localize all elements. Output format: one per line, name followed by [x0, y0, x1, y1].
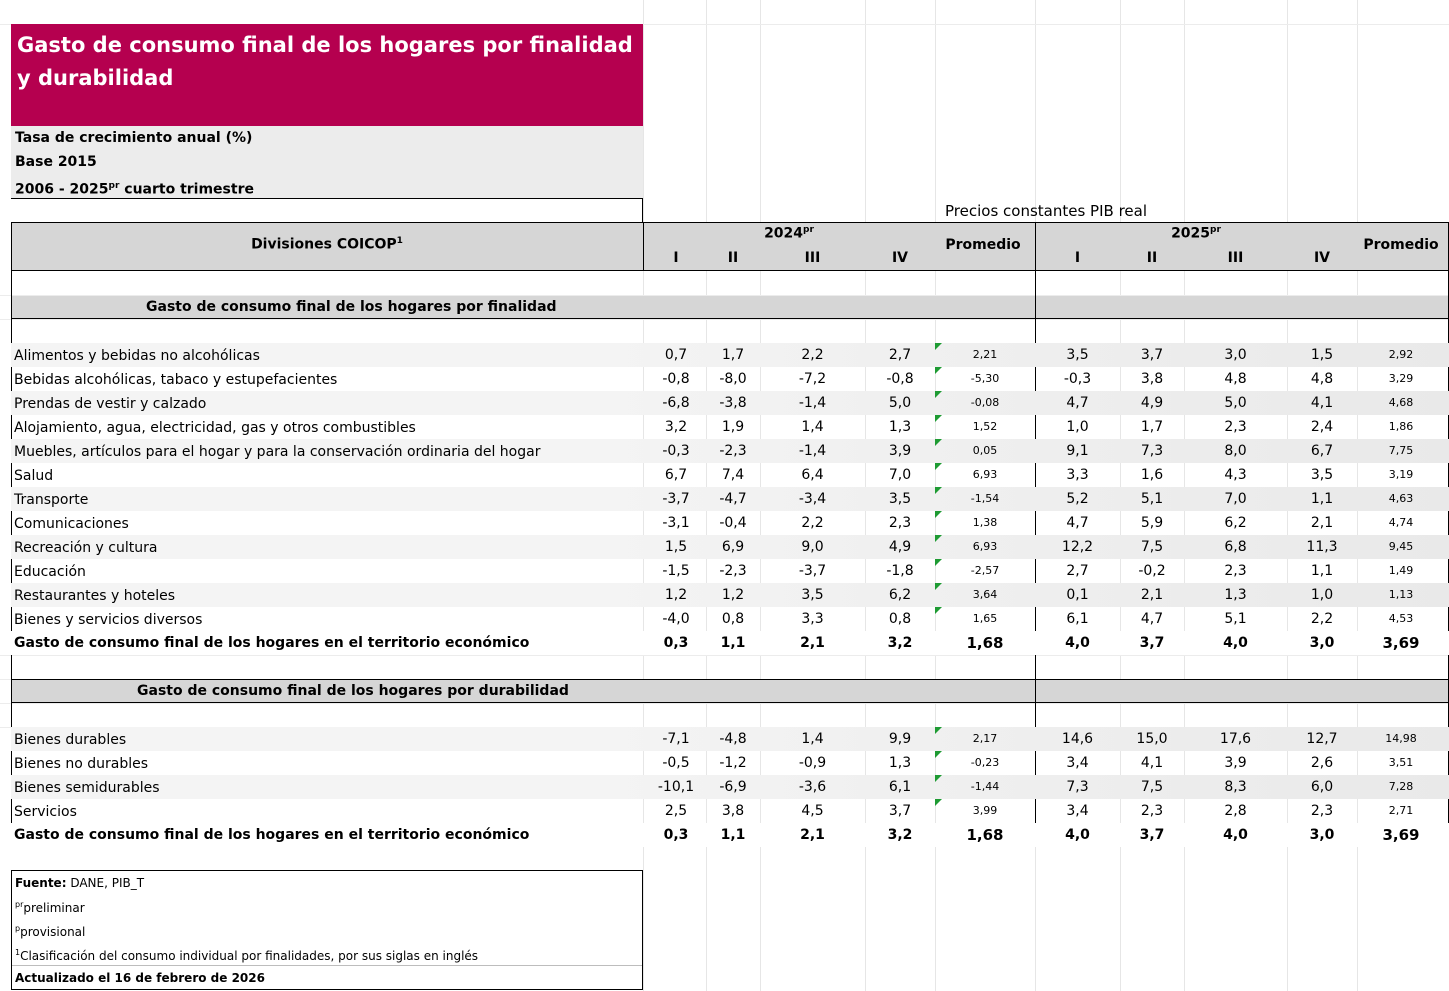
value-cell: -0,8 — [662, 371, 690, 387]
value-cell: 0,3 — [663, 827, 689, 843]
error-indicator-icon — [935, 559, 942, 566]
promedio-cell: 1,68 — [966, 634, 1004, 652]
promedio-cell: 2,92 — [1388, 348, 1414, 361]
row-label: Educación — [14, 564, 86, 580]
subtitle-period — [11, 174, 643, 198]
subtitle-base: Base 2015 — [11, 150, 643, 174]
value-cell: 7,0 — [1224, 491, 1247, 507]
section-bar-finalidad-right — [1036, 296, 1448, 318]
value-cell: -1,5 — [662, 563, 690, 579]
value-cell: 6,9 — [721, 539, 745, 555]
table-caption: Precios constantes PIB real — [945, 202, 1147, 220]
table-row — [11, 583, 1449, 607]
value-cell: 4,8 — [1224, 371, 1247, 387]
value-cell: 9,0 — [801, 539, 824, 555]
value-cell: 4,0 — [1223, 827, 1248, 843]
value-cell: 2,5 — [664, 803, 688, 819]
value-cell: 3,5 — [801, 587, 824, 603]
value-cell: 4,9 — [1140, 395, 1164, 411]
value-cell: 4,9 — [888, 539, 912, 555]
source-label: Fuente: — [15, 876, 67, 890]
value-cell: 6,7 — [1310, 443, 1334, 459]
value-cell: 3,7 — [888, 803, 912, 819]
value-cell: 5,1 — [1140, 491, 1164, 507]
promedio-cell: 4,68 — [1388, 396, 1414, 409]
footnote-preliminar — [15, 900, 85, 915]
header-q4-2024: IV — [891, 250, 909, 266]
page-title: Gasto de consumo final de los hogares por finalidad y durabilidad — [11, 24, 643, 126]
value-cell: 1,7 — [1140, 419, 1164, 435]
value-cell: 3,2 — [664, 419, 688, 435]
value-cell: -1,8 — [886, 563, 914, 579]
footnote-updated: Actualizado el 16 de febrero de 2026 — [15, 971, 265, 985]
value-cell: 1,9 — [721, 419, 745, 435]
header-promedio-2025: Promedio — [1363, 237, 1439, 253]
value-cell: 6,8 — [1224, 539, 1247, 555]
footnote-source — [15, 876, 144, 890]
promedio-cell: 4,53 — [1388, 612, 1414, 625]
value-cell: -7,1 — [662, 731, 690, 747]
value-cell: 3,9 — [1224, 755, 1247, 771]
promedio-cell: 1,13 — [1388, 588, 1414, 601]
value-cell: 0,8 — [888, 611, 912, 627]
row-label: Bebidas alcohólicas, tabaco y estupefacientes — [14, 372, 338, 388]
value-cell: -3,6 — [798, 779, 827, 795]
value-cell: -6,9 — [719, 779, 747, 795]
value-cell: 4,7 — [1066, 395, 1089, 411]
value-cell: -1,4 — [798, 395, 827, 411]
value-cell: 2,8 — [1224, 803, 1247, 819]
row-label: Bienes semidurables — [14, 780, 160, 796]
header-promedio-2024: Promedio — [945, 237, 1021, 253]
promedio-cell: -1,54 — [970, 492, 1000, 505]
error-indicator-icon — [935, 511, 942, 518]
value-cell: 2,6 — [1310, 755, 1334, 771]
value-cell: 1,7 — [721, 347, 745, 363]
promedio-cell: 1,52 — [972, 420, 998, 433]
row-label: Alimentos y bebidas no alcohólicas — [14, 348, 260, 364]
error-indicator-icon — [935, 463, 942, 470]
value-cell: -10,1 — [657, 779, 695, 795]
value-cell: -6,8 — [662, 395, 690, 411]
promedio-cell: 1,68 — [966, 826, 1004, 844]
value-cell: 6,1 — [1066, 611, 1089, 627]
value-cell: 4,1 — [1140, 755, 1164, 771]
footnote-provisional — [15, 924, 85, 939]
section-label-durabilidad: Gasto de consumo final de los hogares por durabilidad — [137, 683, 569, 699]
source-value: DANE, PIB_T — [66, 876, 145, 890]
value-cell: 6,2 — [888, 587, 912, 603]
value-cell: 2,3 — [888, 515, 912, 531]
value-cell: 1,0 — [1310, 587, 1334, 603]
value-cell: -7,2 — [798, 371, 827, 387]
value-cell: -4,7 — [719, 491, 747, 507]
value-cell: 0,8 — [721, 611, 745, 627]
preliminar-text: preliminar — [23, 901, 85, 915]
value-cell: 2,7 — [1066, 563, 1089, 579]
footnote-separator — [12, 965, 642, 966]
value-cell: 1,3 — [888, 755, 912, 771]
value-cell: 3,0 — [1309, 635, 1335, 651]
value-cell: 3,5 — [1310, 467, 1334, 483]
promedio-cell: 1,49 — [1388, 564, 1414, 577]
value-cell: 6,7 — [664, 467, 688, 483]
divisiones-text: Divisiones COICOP — [251, 236, 397, 253]
value-cell: -2,3 — [719, 443, 747, 459]
value-cell: 4,1 — [1310, 395, 1334, 411]
header-q2-2024: II — [727, 250, 739, 266]
year1-text: 2024 — [764, 225, 804, 242]
promedio-cell: 3,69 — [1382, 826, 1420, 844]
value-cell: 11,3 — [1306, 539, 1338, 555]
value-cell: 6,1 — [888, 779, 912, 795]
value-cell: -3,4 — [798, 491, 827, 507]
value-cell: 2,2 — [801, 515, 824, 531]
value-cell: 3,2 — [887, 827, 913, 843]
value-cell: 7,4 — [721, 467, 745, 483]
value-cell: 7,0 — [888, 467, 912, 483]
table-row — [11, 799, 1449, 823]
value-cell: 8,0 — [1224, 443, 1247, 459]
value-cell: 2,2 — [801, 347, 824, 363]
value-cell: 4,0 — [1065, 827, 1090, 843]
promedio-cell: 1,65 — [972, 612, 998, 625]
table-row — [11, 367, 1449, 391]
promedio-cell: 4,74 — [1388, 516, 1414, 529]
value-cell: 3,5 — [1066, 347, 1089, 363]
promedio-cell: 2,21 — [972, 348, 998, 361]
error-indicator-icon — [935, 607, 942, 614]
promedio-cell: -0,08 — [970, 396, 1000, 409]
error-indicator-icon — [935, 487, 942, 494]
value-cell: 3,2 — [887, 635, 913, 651]
total-row — [11, 823, 1449, 847]
promedio-cell: 6,93 — [972, 540, 998, 553]
value-cell: -0,5 — [662, 755, 690, 771]
error-indicator-icon — [935, 535, 942, 542]
value-cell: 5,2 — [1066, 491, 1089, 507]
value-cell: 3,0 — [1224, 347, 1247, 363]
value-cell: 5,1 — [1224, 611, 1247, 627]
row-label: Recreación y cultura — [14, 540, 158, 556]
period-text: 2006 - 2025 — [15, 181, 109, 198]
promedio-cell: 3,29 — [1388, 372, 1414, 385]
value-cell: -1,2 — [719, 755, 747, 771]
value-cell: 3,0 — [1309, 827, 1335, 843]
promedio-cell: 1,38 — [972, 516, 998, 529]
value-cell: 5,0 — [1224, 395, 1247, 411]
error-indicator-icon — [935, 751, 942, 758]
value-cell: 1,2 — [664, 587, 688, 603]
promedio-cell: 0,05 — [972, 444, 998, 457]
value-cell: -4,0 — [662, 611, 690, 627]
row-label: Servicios — [14, 804, 77, 820]
year1-sup: pr — [803, 225, 814, 235]
value-cell: 1,1 — [1310, 491, 1334, 507]
header-year-2025 — [1035, 225, 1357, 242]
period-rest: cuarto trimestre — [119, 181, 254, 198]
table-row — [11, 391, 1449, 415]
header-divisiones — [11, 236, 643, 253]
value-cell: 2,1 — [800, 827, 825, 843]
divisiones-sup: 1 — [396, 236, 403, 246]
value-cell: -2,3 — [719, 563, 747, 579]
promedio-cell: 14,98 — [1385, 732, 1417, 745]
value-cell: -3,7 — [798, 563, 827, 579]
row-label: Alojamiento, agua, electricidad, gas y otros combustibles — [14, 420, 416, 436]
error-indicator-icon — [935, 775, 942, 782]
value-cell: 7,5 — [1140, 779, 1164, 795]
error-indicator-icon — [935, 727, 942, 734]
error-indicator-icon — [935, 439, 942, 446]
value-cell: 6,2 — [1224, 515, 1247, 531]
value-cell: -0,4 — [719, 515, 747, 531]
section1-border — [11, 318, 1449, 319]
header-border-bottom — [11, 270, 1449, 271]
year2-text: 2025 — [1171, 225, 1211, 242]
value-cell: 3,7 — [1139, 827, 1165, 843]
promedio-cell: 3,51 — [1388, 756, 1414, 769]
value-cell: 2,7 — [888, 347, 912, 363]
value-cell: -3,8 — [719, 395, 747, 411]
error-indicator-icon — [935, 391, 942, 398]
promedio-cell: 3,69 — [1382, 634, 1420, 652]
value-cell: 1,0 — [1066, 419, 1089, 435]
row-label: Muebles, artículos para el hogar y para la conservación ordinaria del hogar — [14, 444, 541, 460]
promedio-cell: 4,63 — [1388, 492, 1414, 505]
promedio-cell: 3,99 — [972, 804, 998, 817]
header-q2-2025: II — [1146, 250, 1158, 266]
table-row — [11, 439, 1449, 463]
value-cell: 5,9 — [1140, 515, 1164, 531]
value-cell: 12,2 — [1061, 539, 1094, 555]
header-q3-2025: III — [1227, 250, 1244, 266]
value-cell: 2,2 — [1310, 611, 1334, 627]
total-row — [11, 631, 1449, 655]
value-cell: 6,4 — [801, 467, 824, 483]
row-label: Gasto de consumo final de los hogares en el territorio económico — [14, 635, 530, 651]
value-cell: 2,1 — [1140, 587, 1164, 603]
coicop-sup: 1 — [15, 948, 21, 957]
value-cell: 3,3 — [801, 611, 824, 627]
table-row — [11, 607, 1449, 631]
table-row — [11, 751, 1449, 775]
value-cell: 1,1 — [720, 827, 746, 843]
section-label-finalidad: Gasto de consumo final de los hogares por finalidad — [146, 299, 557, 315]
value-cell: 7,3 — [1066, 779, 1089, 795]
value-cell: 3,3 — [1066, 467, 1089, 483]
value-cell: 3,4 — [1066, 755, 1089, 771]
table-row — [11, 775, 1449, 799]
section-bar-durabilidad-right — [1036, 680, 1448, 702]
value-cell: 1,5 — [1310, 347, 1334, 363]
promedio-cell: 7,28 — [1388, 780, 1414, 793]
value-cell: 1,1 — [1310, 563, 1334, 579]
row-label: Bienes no durables — [14, 756, 149, 772]
provisional-text: provisional — [20, 925, 86, 939]
table-row — [11, 535, 1449, 559]
row-label: Bienes y servicios diversos — [14, 612, 203, 628]
value-cell: -3,1 — [662, 515, 690, 531]
promedio-cell: -0,23 — [970, 756, 1000, 769]
year2-sup: pr — [1210, 225, 1221, 235]
value-cell: 4,7 — [1066, 515, 1089, 531]
value-cell: 1,4 — [801, 419, 824, 435]
value-cell: 3,7 — [1140, 347, 1164, 363]
table-row — [11, 415, 1449, 439]
value-cell: 2,4 — [1310, 419, 1334, 435]
header-q4-2025: IV — [1313, 250, 1331, 266]
promedio-cell: 2,71 — [1388, 804, 1414, 817]
value-cell: 1,3 — [1224, 587, 1247, 603]
error-indicator-icon — [935, 799, 942, 806]
value-cell: 2,1 — [1310, 515, 1334, 531]
value-cell: 0,3 — [663, 635, 689, 651]
row-label: Transporte — [14, 492, 89, 508]
promedio-cell: 6,93 — [972, 468, 998, 481]
value-cell: -0,8 — [886, 371, 914, 387]
value-cell: 8,3 — [1224, 779, 1247, 795]
promedio-cell: -5,30 — [970, 372, 1000, 385]
value-cell: 4,0 — [1223, 635, 1248, 651]
promedio-cell: -1,44 — [970, 780, 1000, 793]
value-cell: -3,7 — [662, 491, 690, 507]
error-indicator-icon — [935, 367, 942, 374]
table-row — [11, 559, 1449, 583]
error-indicator-icon — [935, 415, 942, 422]
footnotes-box — [11, 870, 643, 990]
promedio-cell: 1,86 — [1388, 420, 1414, 433]
value-cell: 17,6 — [1219, 731, 1252, 747]
header-q3-2024: III — [804, 250, 821, 266]
value-cell: 9,1 — [1066, 443, 1089, 459]
promedio-cell: 7,75 — [1388, 444, 1414, 457]
row-label: Prendas de vestir y calzado — [14, 396, 207, 412]
error-indicator-icon — [935, 583, 942, 590]
value-cell: 1,1 — [720, 635, 746, 651]
promedio-cell: -2,57 — [970, 564, 1000, 577]
row-label: Comunicaciones — [14, 516, 129, 532]
error-indicator-icon — [935, 343, 942, 350]
value-cell: 7,3 — [1140, 443, 1164, 459]
value-cell: 4,3 — [1224, 467, 1247, 483]
value-cell: -0,2 — [1138, 563, 1166, 579]
value-cell: -4,8 — [719, 731, 747, 747]
value-cell: 1,5 — [664, 539, 688, 555]
value-cell: 5,0 — [888, 395, 912, 411]
value-cell: 3,8 — [1140, 371, 1164, 387]
value-cell: 3,7 — [1139, 635, 1165, 651]
table-row — [11, 463, 1449, 487]
value-cell: -8,0 — [719, 371, 747, 387]
value-cell: 3,4 — [1066, 803, 1089, 819]
header-q1-2025: I — [1074, 250, 1081, 266]
promedio-cell: 9,45 — [1388, 540, 1414, 553]
value-cell: 9,9 — [888, 731, 912, 747]
row-label: Gasto de consumo final de los hogares en el territorio económico — [14, 827, 530, 843]
value-cell: 2,3 — [1224, 419, 1247, 435]
row-label: Salud — [14, 468, 54, 484]
value-cell: 1,4 — [801, 731, 824, 747]
value-cell: 7,5 — [1140, 539, 1164, 555]
header-year-2024 — [643, 225, 935, 242]
value-cell: -1,4 — [798, 443, 827, 459]
value-cell: 14,6 — [1061, 731, 1094, 747]
value-cell: -0,9 — [798, 755, 827, 771]
value-cell: 2,1 — [800, 635, 825, 651]
value-cell: 2,3 — [1224, 563, 1247, 579]
value-cell: 2,3 — [1140, 803, 1164, 819]
promedio-cell: 3,64 — [972, 588, 998, 601]
subtitle-border — [11, 198, 643, 199]
value-cell: 3,9 — [888, 443, 912, 459]
value-cell: 3,8 — [721, 803, 745, 819]
footnote-coicop — [15, 948, 478, 963]
value-cell: 3,5 — [888, 491, 912, 507]
value-cell: 2,3 — [1310, 803, 1334, 819]
period-sup: pr — [108, 181, 120, 191]
promedio-cell: 3,19 — [1388, 468, 1414, 481]
value-cell: 0,1 — [1066, 587, 1089, 603]
subtitle-rate: Tasa de crecimiento anual (%) — [11, 126, 643, 150]
row-label: Bienes durables — [14, 732, 127, 748]
value-cell: 12,7 — [1306, 731, 1338, 747]
value-cell: 15,0 — [1136, 731, 1168, 747]
value-cell: -0,3 — [1063, 371, 1092, 387]
value-cell: -0,3 — [662, 443, 690, 459]
value-cell: 4,8 — [1310, 371, 1334, 387]
value-cell: 4,0 — [1065, 635, 1090, 651]
section2-border — [11, 702, 1449, 703]
value-cell: 1,3 — [888, 419, 912, 435]
value-cell: 1,6 — [1140, 467, 1164, 483]
row-label: Restaurantes y hoteles — [14, 588, 176, 604]
header-q1-2024: I — [673, 250, 679, 266]
provisional-sup: p — [15, 924, 21, 933]
table-row — [11, 487, 1449, 511]
coicop-text: Clasificación del consumo individual por finalidades, por sus siglas en inglés — [20, 949, 479, 963]
table-row — [11, 511, 1449, 535]
header-border-top — [11, 222, 1449, 223]
value-cell: 4,7 — [1140, 611, 1164, 627]
preliminar-sup: pr — [15, 900, 24, 909]
value-cell: 1,2 — [721, 587, 745, 603]
value-cell: 0,7 — [664, 347, 688, 363]
table-row — [11, 727, 1449, 751]
promedio-cell: 2,17 — [972, 732, 998, 745]
table-row — [11, 343, 1449, 367]
value-cell: 6,0 — [1310, 779, 1334, 795]
value-cell: 4,5 — [801, 803, 824, 819]
